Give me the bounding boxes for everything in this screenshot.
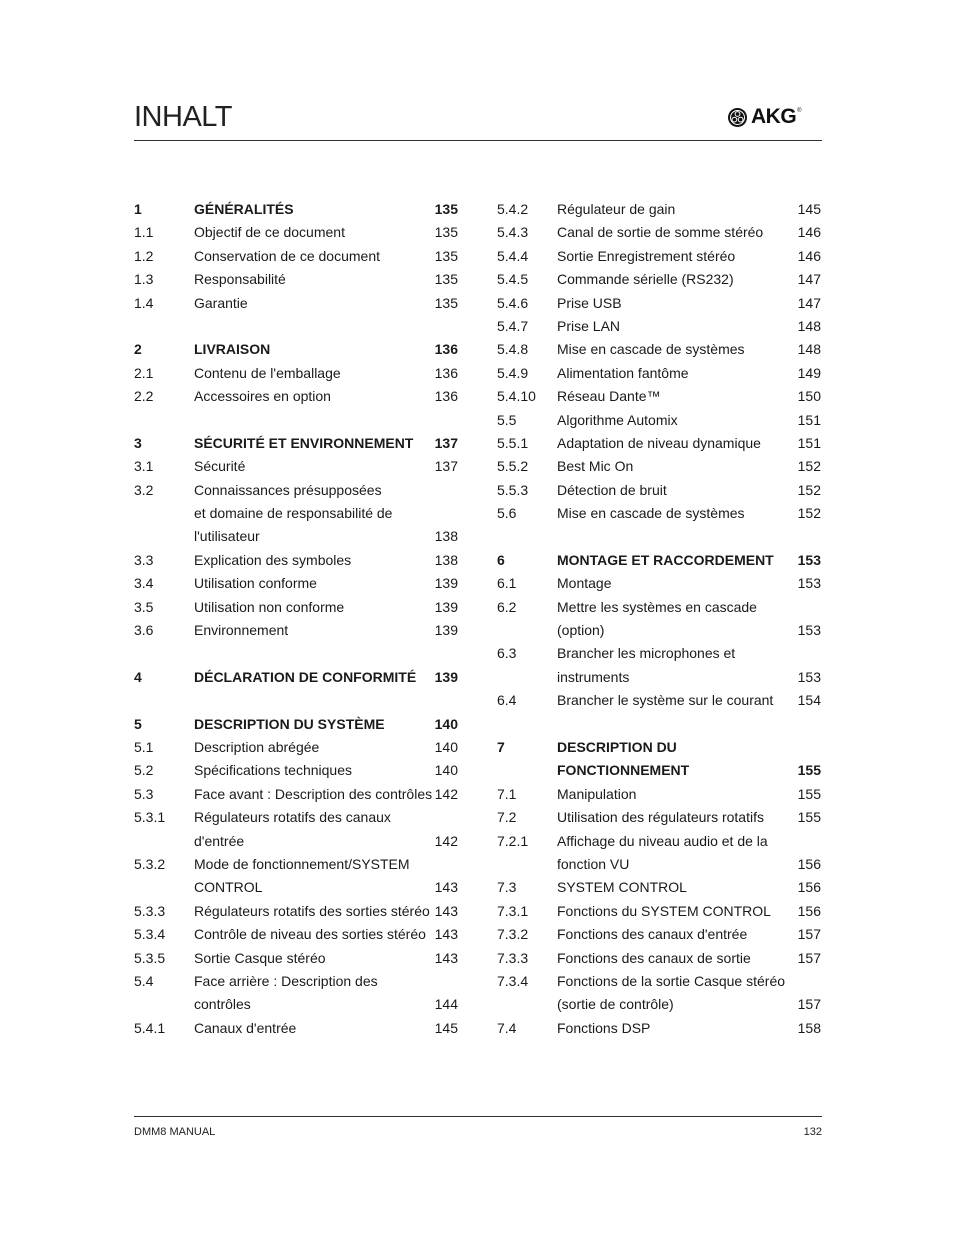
toc-entry-title: Brancher le système sur le courant — [557, 692, 774, 709]
toc-entry-row — [134, 830, 458, 853]
toc-entry-title: Contenu de l'emballage — [194, 364, 341, 381]
toc-entry-title: Contrôle de niveau des sorties stéréo — [194, 926, 426, 943]
toc-entry-title: Commande sérielle (RS232) — [557, 271, 734, 288]
header-divider — [134, 140, 822, 141]
toc-entry-number: 5.4.9 — [497, 364, 529, 381]
toc-entry-title: Connaissances présupposées — [194, 481, 382, 498]
toc-entry-title: instruments — [557, 668, 630, 685]
toc-entry-title: Fonctions DSP — [557, 1019, 651, 1036]
toc-entry-title: Conservation de ce document — [194, 247, 380, 264]
toc-entry-number: 3.4 — [134, 575, 154, 592]
toc-entry-number: 7.4 — [497, 1019, 517, 1036]
toc-entry-page: 136 — [434, 364, 458, 381]
toc-entry-title: DESCRIPTION DU SYSTÈME — [194, 715, 385, 732]
toc-entry-page: 152 — [797, 505, 821, 522]
toc-entry-row — [497, 479, 821, 502]
toc-column-left — [134, 198, 458, 1040]
toc-entry-number: 7.2 — [497, 809, 517, 826]
toc-entry-page: 135 — [434, 224, 458, 241]
toc-entry-page: 139 — [434, 622, 458, 639]
toc-entry-number: 7.1 — [497, 785, 517, 802]
toc-entry-title: Fonctions du SYSTEM CONTROL — [557, 902, 771, 919]
toc-entry-title: d'entrée — [194, 832, 245, 849]
toc-entry-number: 5.3.3 — [134, 902, 166, 919]
toc-entry-number: 5.3.4 — [134, 926, 166, 943]
toc-entry-title: Algorithme Automix — [557, 411, 678, 428]
toc-entry-number: 1.3 — [134, 271, 154, 288]
footer-manual-name: DMM8 MANUAL — [134, 1126, 216, 1138]
toc-spacer — [134, 315, 458, 338]
toc-entry-row — [497, 572, 821, 595]
toc-entry-number: 2.2 — [134, 388, 154, 405]
toc-entry-page: 154 — [797, 692, 821, 709]
toc-entry-title: Brancher les microphones et — [557, 645, 736, 662]
toc-entry-number: 4 — [134, 668, 142, 685]
toc-entry-row — [497, 221, 821, 244]
toc-entry-title: Objectif de ce document — [194, 224, 345, 241]
toc-entry-row — [134, 900, 458, 923]
toc-entry-page: 144 — [434, 996, 458, 1013]
toc-entry-title: Détection de bruit — [557, 481, 667, 498]
toc-entry-page: 153 — [797, 551, 821, 568]
toc-entry-row — [497, 970, 821, 993]
toc-entry-row — [134, 479, 458, 502]
toc-entry-title: Environnement — [194, 622, 289, 639]
toc-entry-number: 1.2 — [134, 247, 154, 264]
toc-entry-number: 5.6 — [497, 505, 517, 522]
toc-entry-number: 6.2 — [497, 598, 517, 615]
toc-entry-page: 153 — [797, 575, 821, 592]
toc-entry-page: 145 — [797, 201, 821, 217]
toc-entry-row — [134, 853, 458, 876]
toc-entry-page: 151 — [797, 411, 821, 428]
toc-entry-page: 139 — [434, 598, 458, 615]
toc-entry-page: 136 — [434, 388, 458, 405]
toc-entry-row — [497, 876, 821, 899]
toc-entry-number: 5.5.1 — [497, 434, 529, 451]
toc-entry-title: (sortie de contrôle) — [557, 996, 674, 1013]
toc-entry-page: 153 — [797, 622, 821, 639]
toc-entry-number: 3 — [134, 434, 142, 451]
toc-entry-page: 155 — [797, 809, 821, 826]
toc-entry-title: Spécifications techniques — [194, 762, 352, 779]
toc-entry-row — [497, 923, 821, 946]
toc-entry-row — [134, 596, 458, 619]
toc-entry-page: 136 — [434, 341, 458, 358]
toc-entry-row — [497, 198, 821, 221]
toc-entry-page: 157 — [797, 949, 821, 966]
toc-spacer — [134, 409, 458, 432]
logo-text: AKG — [751, 105, 797, 128]
toc-entry-page: 148 — [797, 317, 821, 334]
toc-entry-number: 6.3 — [497, 645, 517, 662]
toc-entry-row — [497, 432, 821, 455]
toc-entry-page: 143 — [434, 879, 458, 896]
toc-entry-title: Régulateur de gain — [557, 201, 676, 217]
toc-entry-page: 156 — [797, 902, 821, 919]
toc-entry-title: Alimentation fantôme — [557, 364, 689, 381]
toc-entry-title: Utilisation des régulateurs rotatifs — [557, 809, 764, 826]
toc-entry-number: 5.3.2 — [134, 855, 166, 872]
toc-entry-title: et domaine de responsabilité de — [194, 505, 393, 522]
toc-entry-row — [497, 362, 821, 385]
toc-entry-page: 143 — [434, 926, 458, 943]
toc-spacer — [497, 525, 821, 548]
toc-entry-title: Fonctions des canaux de sortie — [557, 949, 751, 966]
toc-entry-title: MONTAGE ET RACCORDEMENT — [557, 551, 774, 568]
toc-entry-number: 7.3.4 — [497, 972, 529, 989]
toc-entry-title: Utilisation conforme — [194, 575, 317, 592]
toc-chapter-row — [497, 759, 821, 782]
toc-entry-number: 7.3.1 — [497, 902, 529, 919]
toc-entry-page: 146 — [797, 247, 821, 264]
toc-entry-number: 6.1 — [497, 575, 517, 592]
toc-entry-page: 155 — [797, 762, 821, 779]
toc-entry-number: 7.3.2 — [497, 926, 529, 943]
toc-entry-title: Réseau Dante™ — [557, 388, 661, 405]
toc-entry-page: 149 — [797, 364, 821, 381]
toc-entry-page: 156 — [797, 879, 821, 896]
toc-entry-row — [134, 385, 458, 408]
toc-entry-number: 5.3.5 — [134, 949, 166, 966]
toc-entry-number: 5.4.10 — [497, 388, 536, 405]
toc-entry-row — [134, 970, 458, 993]
toc-entry-row — [134, 245, 458, 268]
toc-entry-title: Mise en cascade de systèmes — [557, 341, 745, 358]
toc-entry-row — [497, 806, 821, 829]
toc-entry-number: 5.5.2 — [497, 458, 529, 475]
toc-entry-title: Canaux d'entrée — [194, 1019, 297, 1036]
toc-entry-title: Régulateurs rotatifs des sorties stéréo — [194, 902, 430, 919]
toc-entry-title: CONTROL — [194, 879, 263, 896]
toc-entry-page: 140 — [434, 738, 458, 755]
toc-entry-page: 150 — [797, 388, 821, 405]
toc-entry-page: 147 — [797, 271, 821, 288]
toc-entry-page: 135 — [434, 271, 458, 288]
toc-entry-number: 6 — [497, 551, 505, 568]
toc-entry-row — [497, 315, 821, 338]
toc-entry-number: 7.3.3 — [497, 949, 529, 966]
toc-entry-number: 5.1 — [134, 738, 154, 755]
toc-entry-title: Sortie Casque stéréo — [194, 949, 326, 966]
toc-entry-number: 5.3 — [134, 785, 154, 802]
toc-entry-page: 140 — [434, 762, 458, 779]
toc-entry-title: Sécurité — [194, 458, 246, 475]
toc-entry-number: 5.4.5 — [497, 271, 529, 288]
toc-entry-number: 5.4.1 — [134, 1019, 166, 1036]
toc-entry-title: Fonctions des canaux d'entrée — [557, 926, 748, 943]
toc-entry-row — [497, 268, 821, 291]
toc-entry-title: Canal de sortie de somme stéréo — [557, 224, 764, 241]
toc-entry-page: 157 — [797, 996, 821, 1013]
toc-entry-page: 152 — [797, 458, 821, 475]
toc-entry-number: 5.4.6 — [497, 294, 529, 311]
page-title: INHALT — [134, 101, 232, 133]
toc-spacer — [497, 713, 821, 736]
toc-entry-row — [497, 338, 821, 361]
toc-entry-title: DÉCLARATION DE CONFORMITÉ — [194, 668, 417, 685]
footer-page-number: 132 — [803, 1126, 822, 1138]
toc-entry-row — [134, 292, 458, 315]
toc-entry-number: 2.1 — [134, 364, 154, 381]
toc-entry-title: SÉCURITÉ ET ENVIRONNEMENT — [194, 434, 414, 451]
toc-entry-number: 5.5.3 — [497, 481, 529, 498]
toc-entry-number: 5 — [134, 715, 142, 732]
toc-chapter-row — [134, 666, 458, 689]
toc-entry-title: Sortie Enregistrement stéréo — [557, 247, 736, 264]
toc-entry-number: 3.5 — [134, 598, 154, 615]
toc-entry-page: 143 — [434, 949, 458, 966]
toc-entry-title: Explication des symboles — [194, 551, 352, 568]
toc-spacer — [134, 689, 458, 712]
toc-entry-title: Best Mic On — [557, 458, 634, 475]
toc-entry-row — [134, 268, 458, 291]
toc-column-right — [497, 198, 821, 1040]
toc-entry-title: (option) — [557, 622, 605, 639]
toc-entry-row — [497, 292, 821, 315]
toc-entry-title: Mettre les systèmes en cascade — [557, 598, 757, 615]
toc-entry-title: Fonctions de la sortie Casque stéréo — [557, 972, 786, 989]
toc-entry-number: 5.4.8 — [497, 341, 529, 358]
toc-entry-page: 142 — [434, 785, 458, 802]
toc-entry-row — [134, 525, 458, 548]
toc-entry-page: 135 — [434, 201, 458, 217]
toc-entry-row — [497, 619, 821, 642]
toc-entry-page: 155 — [797, 785, 821, 802]
toc-chapter-row — [134, 338, 458, 361]
toc-entry-page: 147 — [797, 294, 821, 311]
toc-entry-number: 1.4 — [134, 294, 154, 311]
toc-entry-row — [497, 666, 821, 689]
toc-entry-title: Montage — [557, 575, 612, 592]
toc-spacer — [134, 642, 458, 665]
toc-entry-row — [134, 923, 458, 946]
toc-entry-row — [134, 455, 458, 478]
toc-entry-number: 7.3 — [497, 879, 517, 896]
toc-entry-row — [497, 830, 821, 853]
toc-entry-title: Description abrégée — [194, 738, 320, 755]
footer-divider — [134, 1116, 822, 1117]
toc-entry-number: 5.4.2 — [497, 201, 529, 217]
toc-entry-page: 148 — [797, 341, 821, 358]
toc-entry-row — [134, 783, 458, 806]
toc-entry-title: Régulateurs rotatifs des canaux — [194, 809, 391, 826]
toc-entry-title: Mode de fonctionnement/SYSTEM — [194, 855, 410, 872]
toc-entry-row — [134, 1017, 458, 1040]
toc-entry-title: LIVRAISON — [194, 341, 271, 358]
toc-entry-row — [497, 900, 821, 923]
toc-entry-number: 3.6 — [134, 622, 154, 639]
toc-entry-row — [497, 853, 821, 876]
toc-entry-row — [497, 993, 821, 1016]
toc-entry-page: 145 — [434, 1019, 458, 1036]
toc-entry-row — [497, 245, 821, 268]
toc-entry-number: 5.3.1 — [134, 809, 166, 826]
toc-entry-title: Prise USB — [557, 294, 622, 311]
toc-entry-row — [134, 502, 458, 525]
toc-entry-page: 139 — [434, 575, 458, 592]
toc-entry-row — [497, 642, 821, 665]
toc-entry-page: 137 — [434, 458, 458, 475]
toc-entry-title: DESCRIPTION DU — [557, 738, 677, 755]
toc-entry-row — [134, 362, 458, 385]
toc-entry-title: Face arrière : Description des — [194, 972, 378, 989]
toc-chapter-row — [134, 713, 458, 736]
toc-entry-number: 7 — [497, 738, 505, 755]
toc-entry-number: 3.3 — [134, 551, 154, 568]
toc-entry-page: 135 — [434, 294, 458, 311]
toc-entry-number: 5.5 — [497, 411, 517, 428]
toc-entry-page: 156 — [797, 855, 821, 872]
toc-entry-number: 5.2 — [134, 762, 154, 779]
toc-entry-row — [134, 806, 458, 829]
toc-entry-page: 140 — [434, 715, 458, 732]
toc-chapter-row — [497, 736, 821, 759]
toc-entry-row — [497, 502, 821, 525]
toc-entry-title: Mise en cascade de systèmes — [557, 505, 745, 522]
toc-entry-row — [497, 409, 821, 432]
toc-entry-number: 5.4.4 — [497, 247, 529, 264]
toc-entry-title: fonction VU — [557, 855, 630, 872]
toc-entry-page: 135 — [434, 247, 458, 264]
toc-entry-row — [134, 572, 458, 595]
toc-entry-number: 1 — [134, 201, 142, 217]
toc-entry-row — [497, 783, 821, 806]
toc-entry-row — [497, 1017, 821, 1040]
toc-entry-row — [134, 947, 458, 970]
toc-entry-row — [134, 993, 458, 1016]
toc-entry-title: Responsabilité — [194, 271, 286, 288]
toc-entry-title: GÉNÉRALITÉS — [194, 201, 294, 217]
toc-entry-row — [134, 619, 458, 642]
toc-entry-title: contrôles — [194, 996, 251, 1013]
toc-entry-page: 143 — [434, 902, 458, 919]
toc-entry-row — [134, 736, 458, 759]
toc-entry-number: 5.4 — [134, 972, 154, 989]
toc-entry-number: 2 — [134, 341, 142, 358]
logo-trademark: ® — [797, 108, 802, 114]
toc-entry-row — [134, 759, 458, 782]
toc-entry-row — [497, 455, 821, 478]
toc-entry-title: Manipulation — [557, 785, 637, 802]
toc-entry-page: 137 — [434, 434, 458, 451]
akg-emblem-icon — [727, 107, 748, 128]
toc-entry-number: 7.2.1 — [497, 832, 529, 849]
toc-entry-number: 6.4 — [497, 692, 517, 709]
toc-entry-page: 142 — [434, 832, 458, 849]
toc-entry-page: 158 — [797, 1019, 821, 1036]
toc-chapter-row — [134, 198, 458, 221]
toc-entry-number: 3.2 — [134, 481, 154, 498]
toc-chapter-row — [497, 549, 821, 572]
toc-entry-row — [497, 385, 821, 408]
toc-entry-row — [134, 876, 458, 899]
toc-entry-row — [497, 689, 821, 712]
toc-entry-title: l'utilisateur — [194, 528, 260, 545]
toc-entry-number: 5.4.3 — [497, 224, 529, 241]
toc-entry-page: 151 — [797, 434, 821, 451]
toc-entry-page: 157 — [797, 926, 821, 943]
toc-entry-number: 5.4.7 — [497, 317, 529, 334]
toc-entry-row — [134, 549, 458, 572]
toc-entry-title: Prise LAN — [557, 317, 621, 334]
toc-entry-row — [497, 596, 821, 619]
toc-entry-title: Face avant : Description des contrôles — [194, 785, 433, 802]
toc-entry-title: Accessoires en option — [194, 388, 331, 405]
toc-entry-number: 1.1 — [134, 224, 154, 241]
toc-entry-title: Garantie — [194, 294, 248, 311]
toc-entry-page: 139 — [434, 668, 458, 685]
toc-entry-title: FONCTIONNEMENT — [557, 762, 690, 779]
toc-entry-title: Affichage du niveau audio et de la — [557, 832, 768, 849]
toc-entry-page: 138 — [434, 528, 458, 545]
toc-entry-page: 152 — [797, 481, 821, 498]
toc-chapter-row — [134, 432, 458, 455]
toc-entry-title: Adaptation de niveau dynamique — [557, 434, 761, 451]
toc-entry-page: 146 — [797, 224, 821, 241]
akg-logo — [727, 106, 802, 128]
toc-entry-row — [134, 221, 458, 244]
toc-entry-row — [497, 947, 821, 970]
toc-entry-number: 3.1 — [134, 458, 154, 475]
toc-entry-title: SYSTEM CONTROL — [557, 879, 687, 896]
toc-entry-page: 138 — [434, 551, 458, 568]
toc-entry-page: 153 — [797, 668, 821, 685]
toc-entry-title: Utilisation non conforme — [194, 598, 345, 615]
